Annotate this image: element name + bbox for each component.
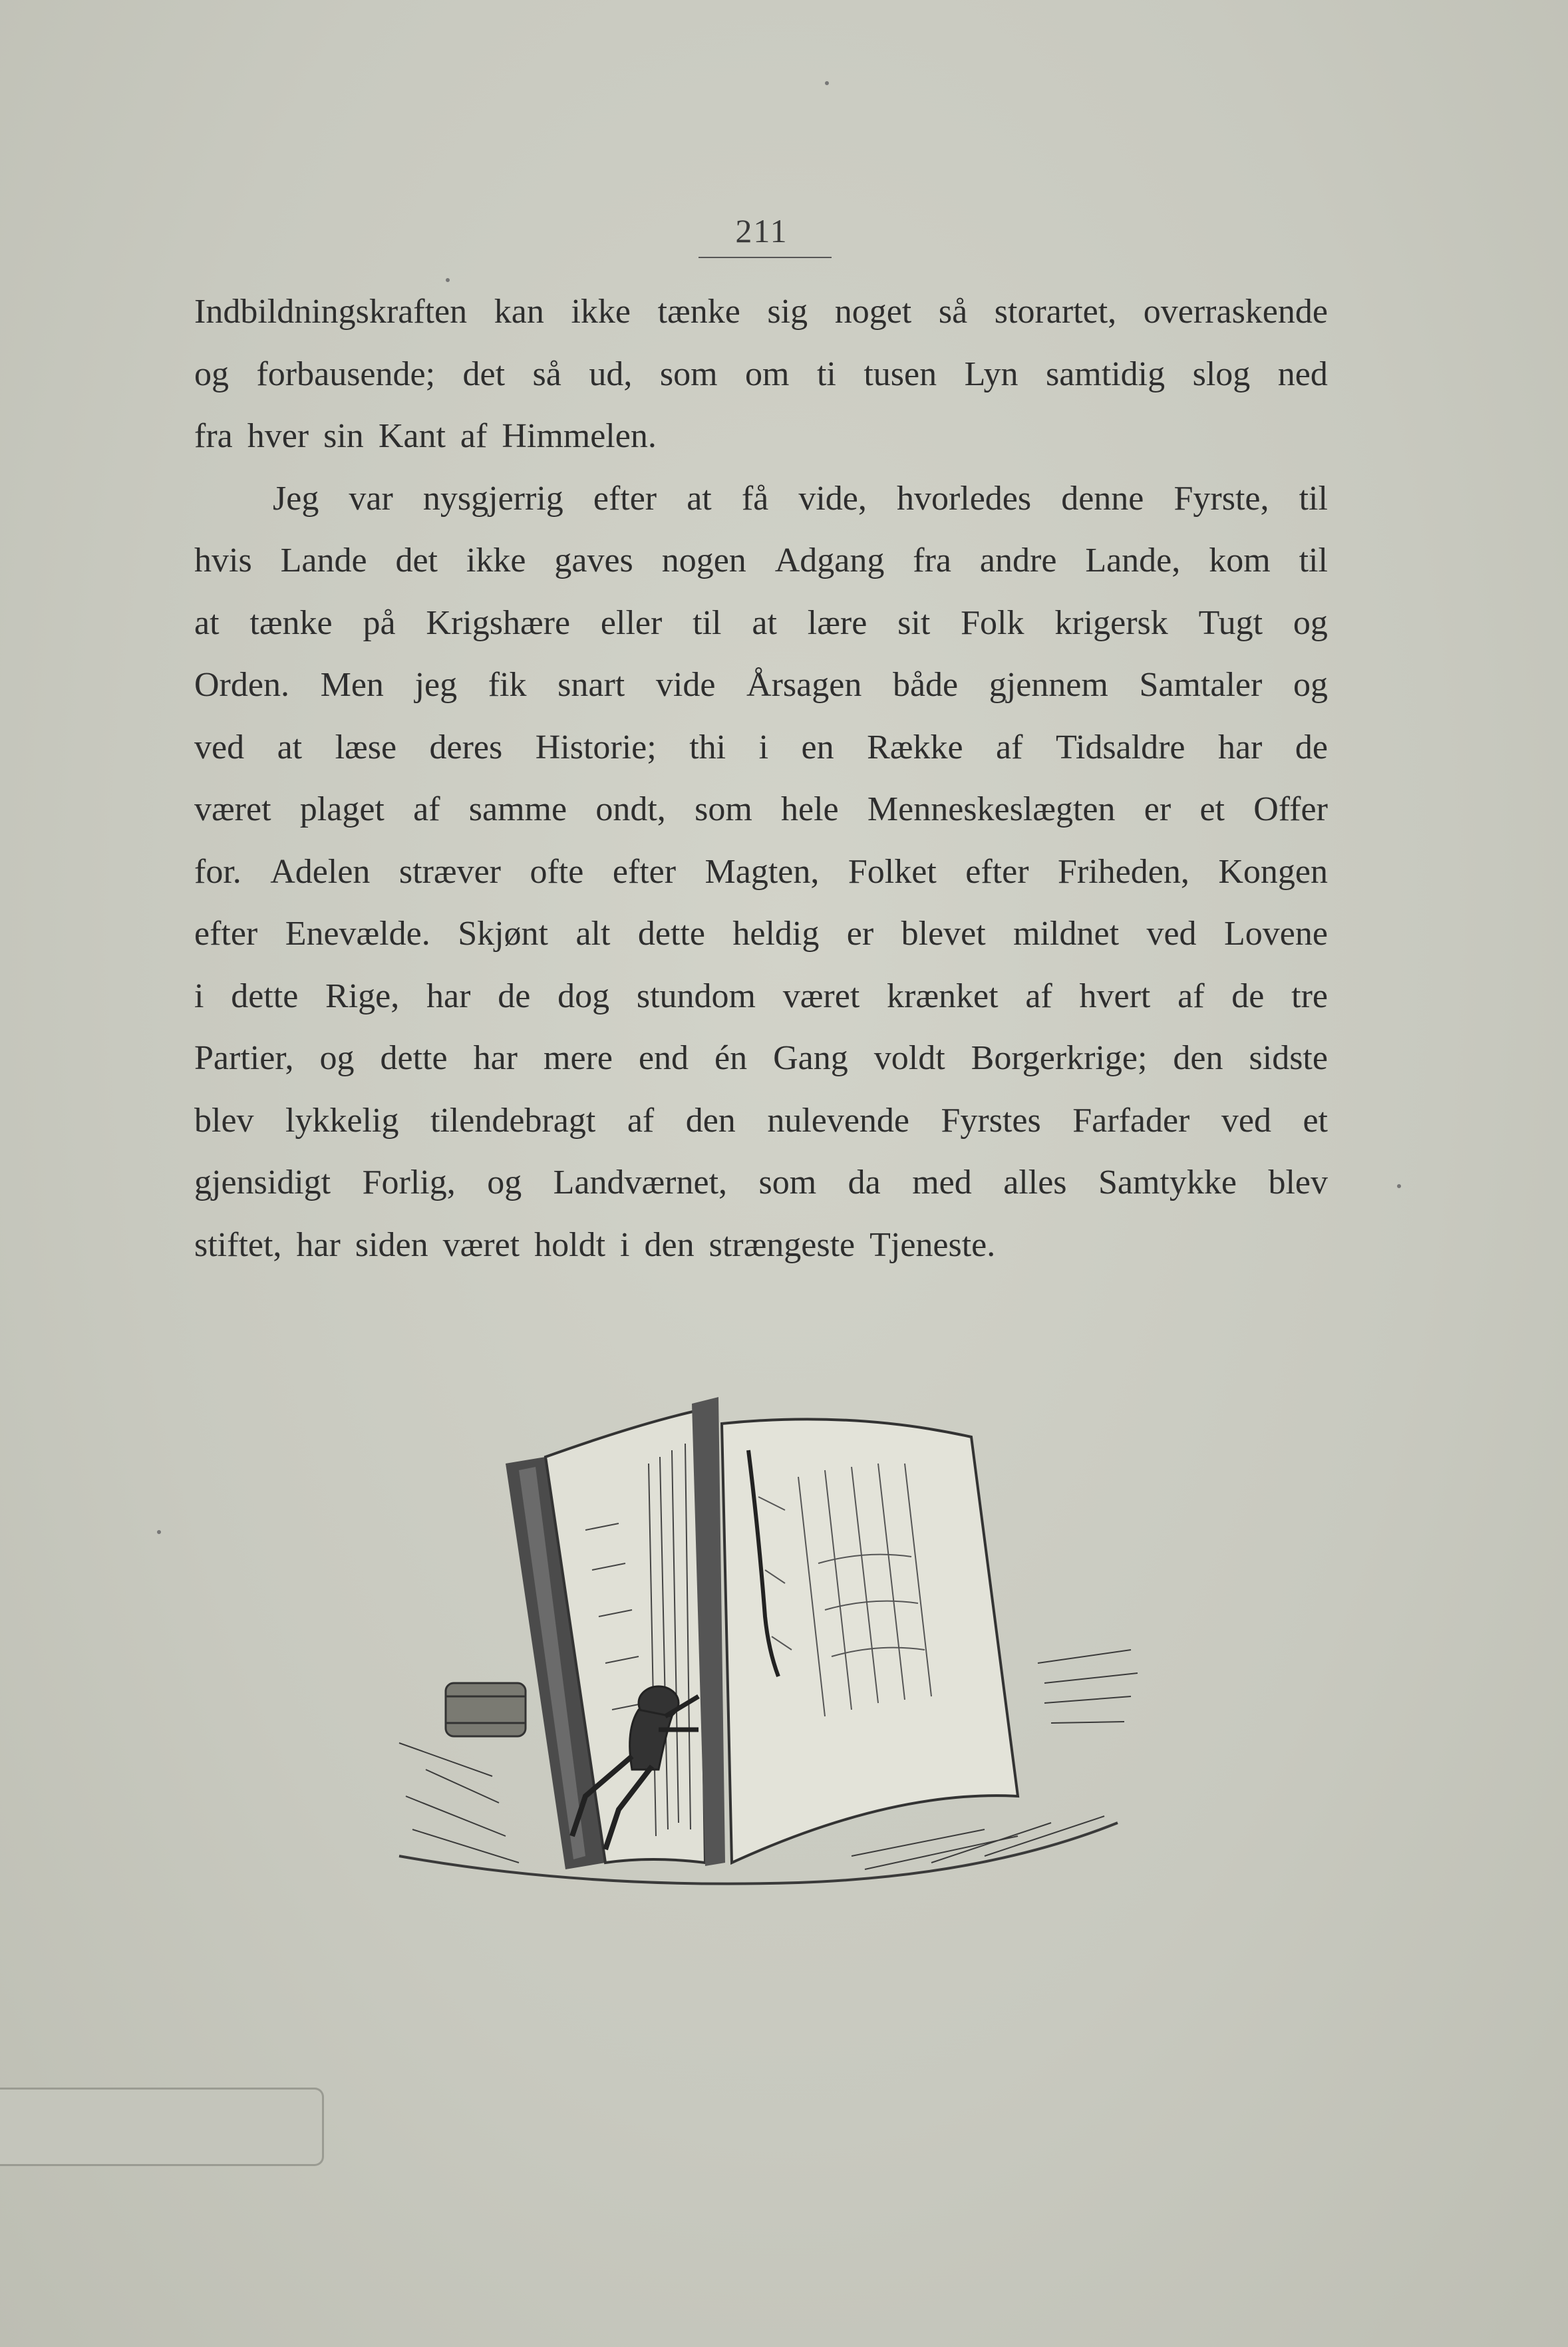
body-text xyxy=(194,281,1328,1276)
text-line: Indbildningskraften kan ikke tænke sig noget så storartet, overraskende xyxy=(194,293,1328,331)
paper-speck xyxy=(1397,1184,1401,1188)
text-line: at tænke på Krigshære eller til at lære sit Folk krigersk Tugt og xyxy=(194,603,1328,642)
page-number-rule xyxy=(699,257,832,258)
paper-speck xyxy=(825,81,829,85)
text-line: ved at læse deres Historie; thi i en Række af Tidsaldre har de xyxy=(194,728,1328,766)
open-book-illustration xyxy=(386,1397,1184,1909)
page-number: 211 xyxy=(735,212,788,249)
text-line: Orden. Men jeg fik snart vide Årsagen både gjennem Samtaler og xyxy=(194,666,1328,704)
paper-speck xyxy=(157,1530,161,1534)
text-line: Jeg var nysgjerrig efter at få vide, hvorledes denne Fyrste, til xyxy=(273,479,1328,518)
text-line: været plaget af samme ondt, som hele Menneskeslægten er et Offer xyxy=(194,790,1328,828)
text-line: hvis Lande det ikke gaves nogen Adgang fra andre Lande, kom til xyxy=(194,542,1328,579)
text-line: Partier, og dette har mere end én Gang voldt Borgerkrige; den sidste xyxy=(194,1039,1328,1077)
paper-speck xyxy=(446,278,450,282)
text-line: fra hver sin Kant af Himmelen. xyxy=(194,417,657,455)
text-line: i dette Rige, har de dog stundom været krænket af hvert af de tre xyxy=(194,977,1328,1015)
text-line: og forbausende; det så ud, som om ti tusen Lyn samtidig slog ned xyxy=(194,355,1328,393)
text-line: for. Adelen stræver ofte efter Magten, Folket efter Friheden, Kongen xyxy=(194,852,1328,891)
text-line: gjensidigt Forlig, og Landværnet, som da med alles Samtykke blev xyxy=(194,1164,1328,1201)
text-line: blev lykkelig tilendebragt af den nulevende Fyrstes Farfader ved et xyxy=(194,1101,1328,1140)
text-line: efter Enevælde. Skjønt alt dette heldig er blevet mildnet ved Lovene xyxy=(194,915,1328,953)
text-line: stiftet, har siden været holdt i den strængeste Tjeneste. xyxy=(194,1225,996,1264)
page-edge-bracket xyxy=(0,2088,324,2166)
